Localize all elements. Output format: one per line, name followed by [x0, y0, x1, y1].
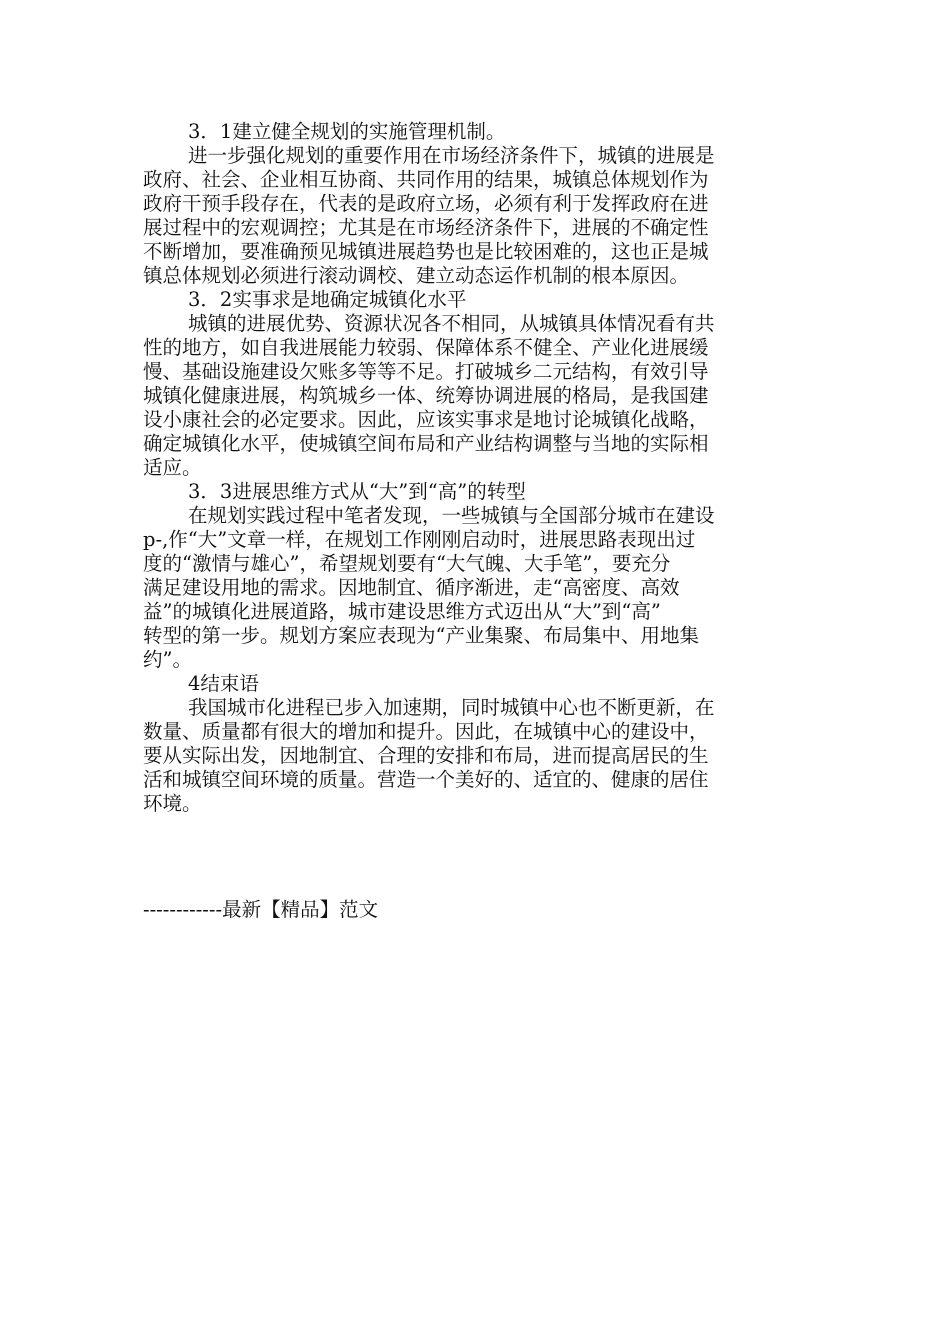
paragraph-line: 益”的城镇化进展道路，城市建设思维方式迈出从“大”到“高” — [143, 600, 661, 623]
paragraph-line: 我国城市化进程已步入加速期，同时城镇中心也不断更新，在 — [188, 696, 715, 719]
paragraph-line: 性的地方，如自我进展能力较弱、保障体系不健全、产业化进展缓 — [143, 336, 709, 359]
paragraph-line: 城镇化健康进展，构筑城乡一体、统筹协调进展的格局，是我国建 — [143, 384, 709, 407]
paragraph-line: 要从实际出发，因地制宜、合理的安排和布局，进而提高居民的生 — [143, 744, 709, 767]
paragraph-line: 设小康社会的必定要求。因此，应该实事求是地讨论城镇化战略， — [143, 408, 709, 431]
section-heading: 3．1建立健全规划的实施管理机制。 — [188, 120, 506, 143]
paragraph-line: 政府干预手段存在，代表的是政府立场，必须有利于发挥政府在进 — [143, 192, 709, 215]
paragraph-line: 度的“激情与雄心”，希望规划要有“大气魄、大手笔”，要充分 — [143, 552, 671, 575]
paragraph-line: 约”。 — [143, 648, 192, 671]
paragraph-line: 转型的第一步。规划方案应表现为“产业集聚、布局集中、用地集 — [143, 624, 699, 647]
document-body — [143, 120, 798, 816]
paragraph-line: 环境。 — [143, 792, 202, 815]
paragraph-line: p-,作“大”文章一样，在规划工作刚刚启动时，进展思路表现出过 — [143, 528, 696, 551]
paragraph-line: 活和城镇空间环境的质量。营造一个美好的、适宜的、健康的居住 — [143, 768, 709, 791]
paragraph-line: 展过程中的宏观调控；尤其是在市场经济条件下，进展的不确定性 — [143, 216, 709, 239]
paragraph-line: 在规划实践过程中笔者发现，一些城镇与全国部分城市在建设 — [188, 504, 715, 527]
section-heading: 4结束语 — [188, 672, 259, 695]
paragraph-line: 镇总体规划必须进行滚动调校、建立动态运作机制的根本原因。 — [143, 264, 690, 287]
section-heading: 3．3进展思维方式从“大”到“高”的转型 — [188, 480, 526, 503]
paragraph-line: 不断增加，要准确预见城镇进展趋势也是比较困难的，这也正是城 — [143, 240, 709, 263]
paragraph-line: 慢、基础设施建设欠账多等等不足。打破城乡二元结构，有效引导 — [143, 360, 709, 383]
section-heading: 3．2实事求是地确定城镇化水平 — [188, 288, 467, 311]
paragraph-line: 确定城镇化水平，使城镇空间布局和产业结构调整与当地的实际相 — [143, 432, 709, 455]
paragraph-line: 城镇的进展优势、资源状况各不相同，从城镇具体情况看有共 — [188, 312, 715, 335]
paragraph-line: 满足建设用地的需求。因地制宜、循序渐进，走“高密度、高效 — [143, 576, 680, 599]
paragraph-line: 适应。 — [143, 456, 202, 479]
paragraph-line: 数量、质量都有很大的增加和提升。因此，在城镇中心的建设中， — [143, 720, 709, 743]
paragraph-line: 进一步强化规划的重要作用在市场经济条件下，城镇的进展是 — [188, 144, 715, 167]
paragraph-line: 政府、社会、企业相互协商、共同作用的结果，城镇总体规划作为 — [143, 168, 709, 191]
footer-note: ------------最新【精品】范文 — [143, 898, 379, 921]
